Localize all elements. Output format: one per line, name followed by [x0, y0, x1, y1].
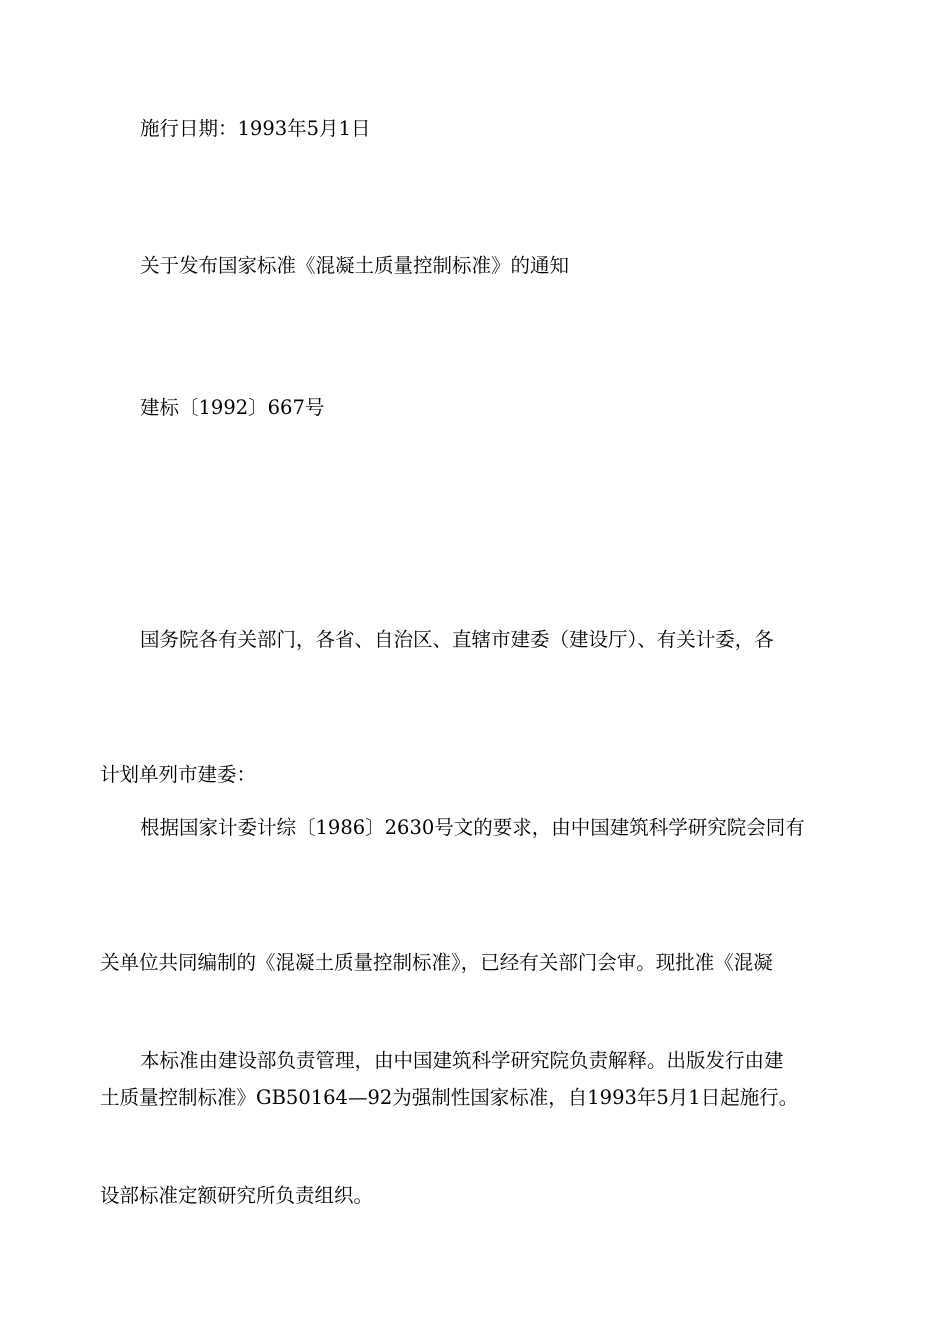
body-paragraph-2 — [100, 948, 820, 1308]
addressees-line-2: 计划单列市建委： — [100, 763, 257, 786]
addressees-line-1: 国务院各有关部门，各省、自治区、直辖市建委（建设厅）、有关计委，各 — [140, 628, 774, 651]
notice-title: 关于发布国家标准《混凝土质量控制标准》的通知 — [140, 254, 570, 277]
body-paragraph-2-line-2: 设部标准定额研究所负责组织。 — [100, 1184, 374, 1207]
body-paragraph-1-line-1: 根据国家计委计综〔1986〕2630号文的要求，由中国建筑科学研究院会同有 — [140, 816, 805, 839]
body-paragraph-1-line-3: 土质量控制标准》GB50164—92为强制性国家标准，自1993年5月1日起施行。 — [100, 1086, 799, 1109]
effective-date: 施行日期：1993年5月1日 — [140, 117, 371, 140]
body-paragraph-1-line-2: 关单位共同编制的《混凝土质量控制标准》，已经有关部门会审。现批准《混凝 — [100, 951, 773, 974]
body-paragraph-2-line-1: 本标准由建设部负责管理，由中国建筑科学研究院负责解释。出版发行由建 — [140, 1049, 784, 1072]
document-number: 建标〔1992〕667号 — [140, 396, 325, 419]
